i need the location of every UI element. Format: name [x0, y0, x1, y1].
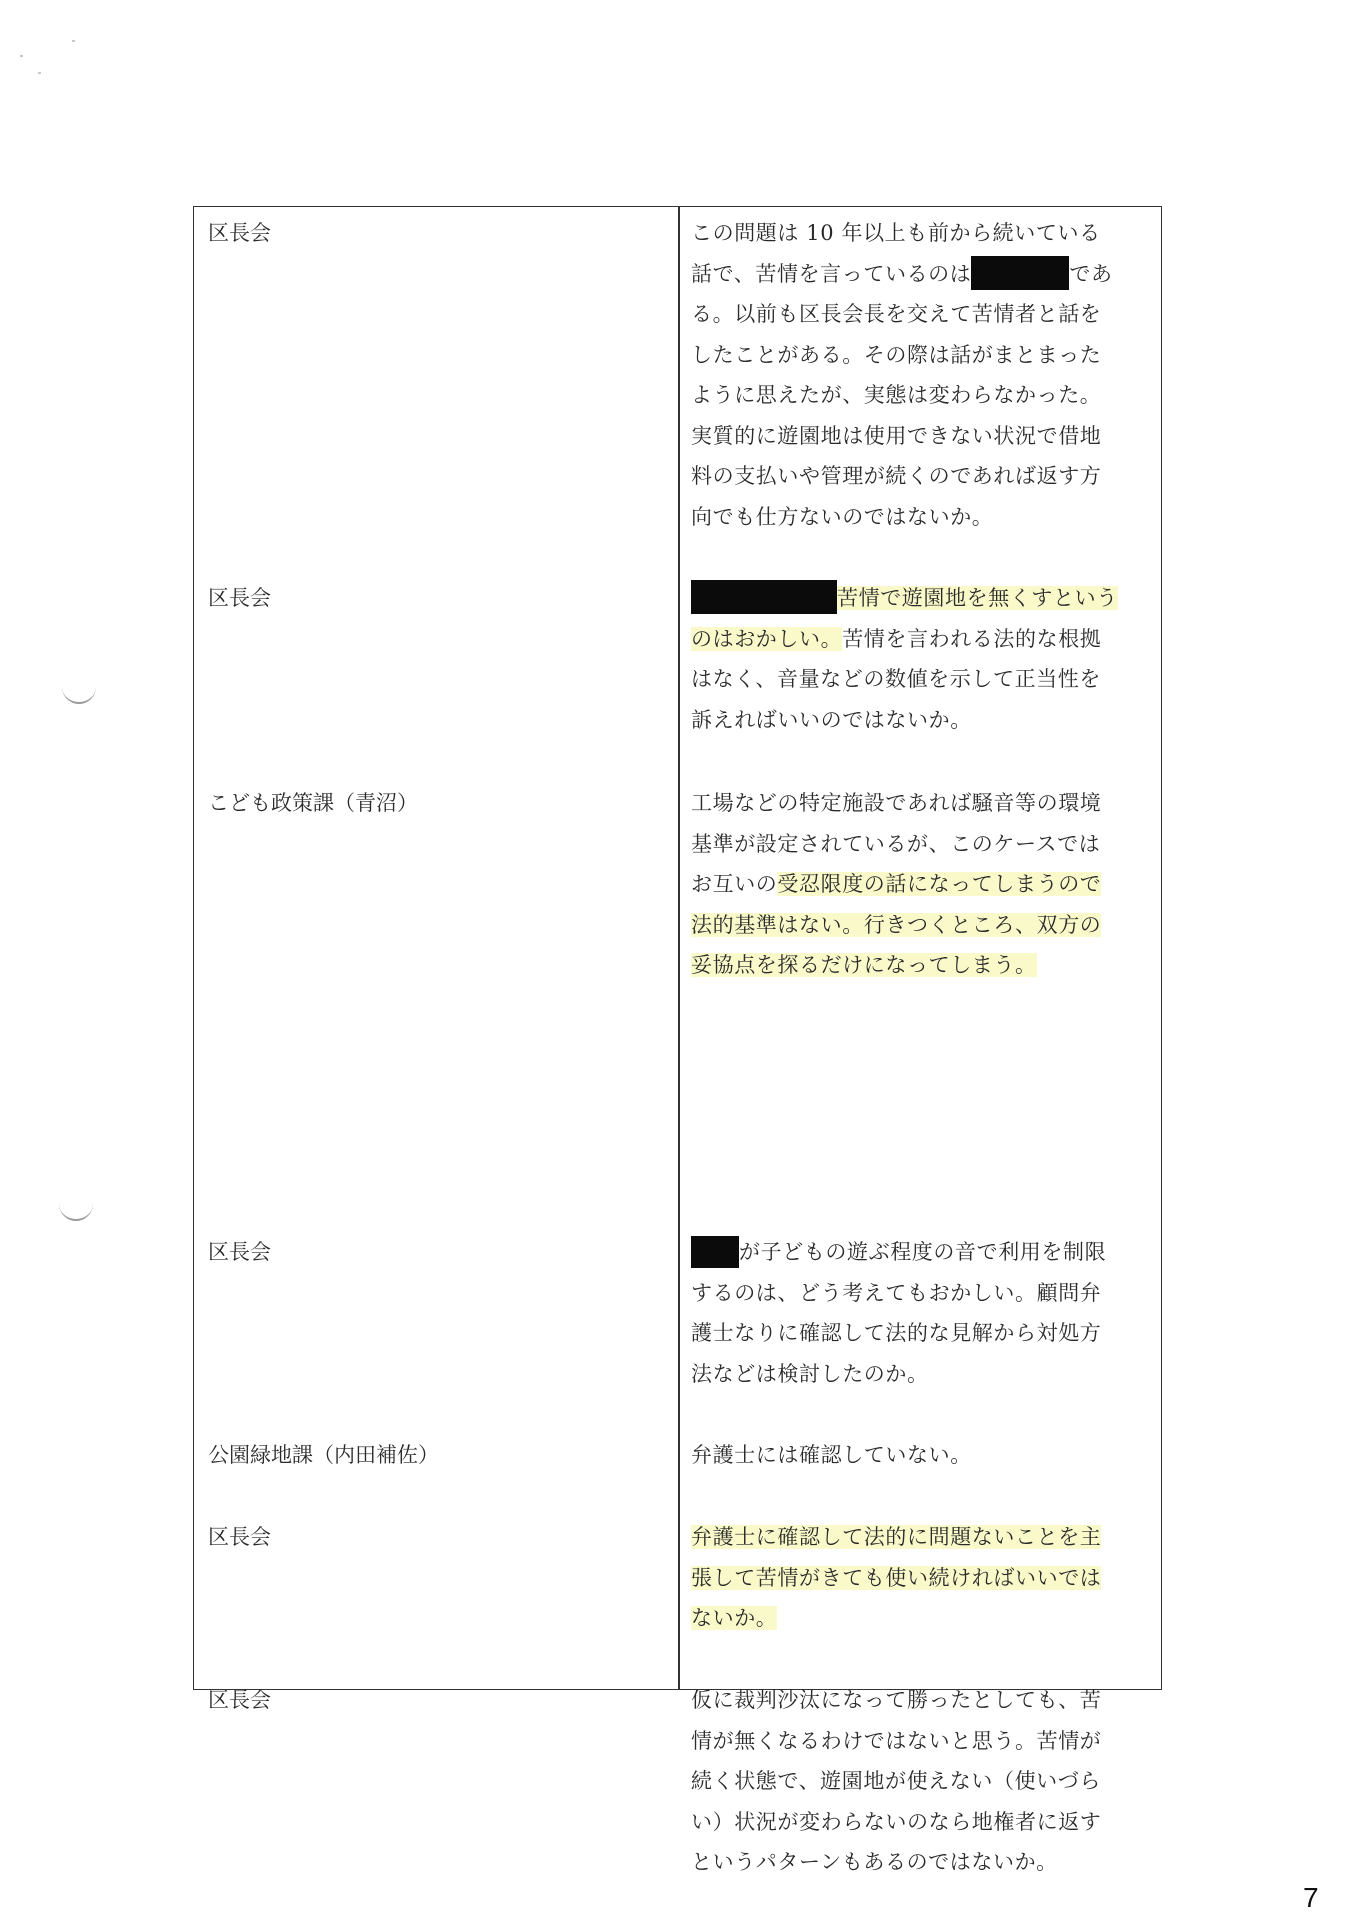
- redaction-block: [691, 580, 837, 614]
- minutes-table: [193, 206, 1162, 1874]
- speech-line: [691, 824, 1153, 865]
- text-run: 料の支払いや管理が続くのであれば返す方: [691, 464, 1102, 488]
- speech-line: [691, 335, 1153, 376]
- text-run: というパターンもあるのではないか。: [691, 1850, 1058, 1874]
- speech-line: [691, 1802, 1153, 1843]
- speaker-label: 公園緑地課（内田補佐）: [208, 1443, 439, 1467]
- speech-text: [691, 1680, 1153, 1883]
- highlighted-text: 妥協点を探るだけになってしまう。: [691, 953, 1037, 977]
- speech-line: [691, 1761, 1153, 1802]
- highlighted-text: 苦情で遊園地を無くすという: [837, 586, 1118, 610]
- redaction-block: [971, 256, 1069, 290]
- speech-text: [691, 578, 1153, 740]
- text-run: はなく、音量などの数値を示して正当性を: [691, 667, 1101, 691]
- highlighted-text: ないか。: [691, 1606, 778, 1630]
- text-run: 話で、苦情を言っているのは: [691, 261, 972, 286]
- text-run: お互いの: [691, 872, 778, 896]
- speech-line: [691, 619, 1153, 660]
- speech-text: [691, 213, 1153, 537]
- text-run: る。以前も区長会長を交えて苦情者と話を: [691, 302, 1102, 326]
- speech-line: [691, 1354, 1153, 1395]
- speech-line: [691, 700, 1153, 741]
- speech-text: [691, 1232, 1153, 1394]
- speech-line: [691, 1721, 1153, 1762]
- speaker-label: 区長会: [208, 1240, 271, 1264]
- speech-line: [691, 213, 1153, 254]
- text-run: 弁護士には確認していない。: [691, 1443, 972, 1467]
- speaker-label: 区長会: [208, 221, 271, 245]
- speech-line: [691, 1558, 1153, 1599]
- speech-line: [691, 578, 1153, 619]
- highlighted-text: 法的基準はない。: [691, 912, 864, 937]
- speech-line: [691, 659, 1153, 700]
- speech-line: [691, 497, 1153, 538]
- page-number: 7: [1303, 1882, 1319, 1913]
- text-run: 仮に裁判沙汰になって勝ったとしても、苦: [691, 1688, 1102, 1712]
- speech-line: [691, 783, 1153, 824]
- speaker-label: 区長会: [208, 1688, 271, 1712]
- speech-line: [691, 1842, 1153, 1883]
- column-divider: [678, 207, 680, 1689]
- speech-line: [691, 416, 1153, 457]
- text-run: 向でも仕方ないのではないか。: [691, 504, 994, 529]
- speech-line: [691, 375, 1153, 416]
- speech-line: [691, 254, 1153, 295]
- text-run: 基準が設定されているが、このケースでは: [691, 831, 1101, 856]
- speech-line: [691, 1273, 1153, 1314]
- speaker-label: 区長会: [208, 586, 271, 610]
- punch-hole-mark: [59, 1201, 93, 1221]
- speech-line: [691, 294, 1153, 335]
- scan-speck: [38, 72, 41, 74]
- speech-line: [691, 1313, 1153, 1354]
- speech-line: [691, 945, 1153, 986]
- text-run: 情が無くなるわけではないと思う。苦情が: [691, 1728, 1102, 1753]
- speech-line: [691, 905, 1153, 946]
- text-run: 法などは検討したのか。: [691, 1361, 929, 1386]
- text-run: したことがある。その際は話がまとまった: [691, 342, 1102, 367]
- text-run: この問題は 10 年以上も前から続いている: [691, 221, 1101, 245]
- speech-text: [691, 783, 1153, 986]
- text-run: であ: [1069, 261, 1113, 286]
- speech-line: [691, 1680, 1153, 1721]
- text-run: い）状況が変わらないのなら地権者に返す: [691, 1809, 1102, 1834]
- speech-text: [691, 1435, 1153, 1476]
- speech-line: [691, 1517, 1153, 1558]
- speech-line: [691, 456, 1153, 497]
- highlighted-text: 行きつくところ、双方の: [863, 912, 1102, 937]
- text-run: が子どもの遊ぶ程度の音で利用を制限: [739, 1240, 1107, 1264]
- text-run: 工場などの特定施設であれば騒音等の環境: [691, 791, 1102, 815]
- highlighted-text: 弁護士に確認して法的に問題ないことを主: [691, 1525, 1102, 1549]
- highlighted-text: 受忍限度の話になってしまうので: [777, 872, 1102, 896]
- speech-line: [691, 1598, 1153, 1639]
- speaker-label: 区長会: [208, 1525, 271, 1549]
- text-run: するのは、どう考えてもおかしい。顧問弁: [691, 1280, 1102, 1305]
- scan-speck: [20, 55, 23, 57]
- text-run: ように思えたが、実態は変わらなかった。: [691, 383, 1102, 407]
- text-run: 続く状態で、遊園地が使えない（使いづら: [691, 1769, 1101, 1793]
- redaction-block: [691, 1236, 739, 1268]
- highlighted-text: のはおかしい。: [691, 626, 843, 651]
- text-run: 訴えればいいのではないか。: [691, 707, 972, 732]
- speech-line: [691, 1435, 1153, 1476]
- text-run: 護士なりに確認して法的な見解から対処方: [691, 1321, 1102, 1345]
- highlighted-text: 張して苦情がきても使い続ければいいでは: [691, 1565, 1102, 1590]
- speech-line: [691, 864, 1153, 905]
- speaker-label: こども政策課（青沼）: [208, 791, 418, 815]
- text-run: 苦情を言われる法的な根拠: [842, 626, 1102, 651]
- text-run: 実質的に遊園地は使用できない状況で借地: [691, 423, 1102, 448]
- speech-text: [691, 1517, 1153, 1639]
- punch-hole-mark: [62, 684, 96, 704]
- scan-speck: [72, 40, 75, 42]
- speech-line: [691, 1232, 1153, 1273]
